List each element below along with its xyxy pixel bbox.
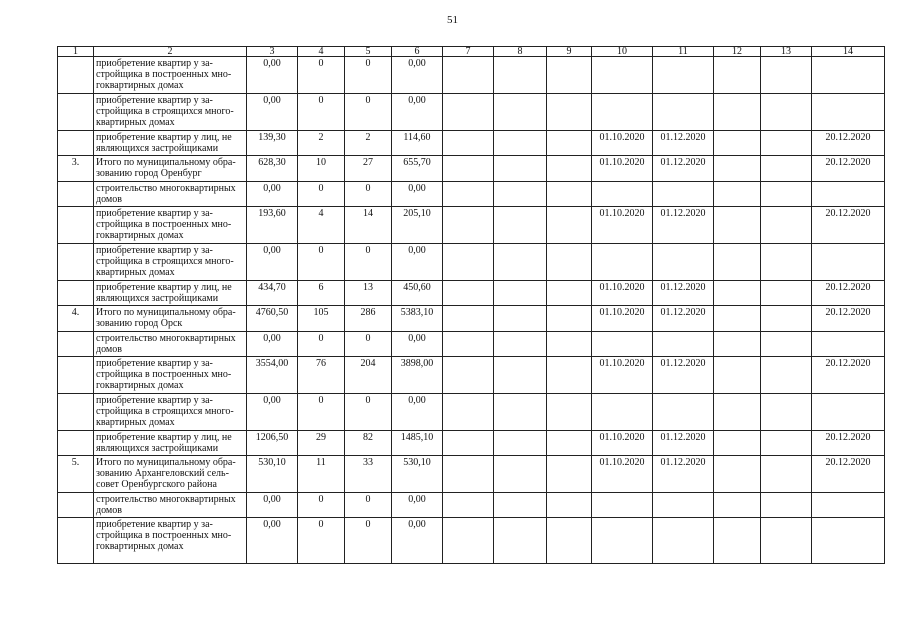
table-cell: 76 bbox=[298, 357, 345, 394]
row-label: приобретение квартир у лиц, не являющихся застройщиками bbox=[94, 131, 247, 156]
table-cell bbox=[592, 182, 653, 207]
table-cell: 4760,50 bbox=[247, 306, 298, 332]
table-cell: 0 bbox=[298, 332, 345, 357]
row-number: 5. bbox=[58, 456, 94, 493]
table-cell: 01.12.2020 bbox=[653, 357, 714, 394]
empty-cell bbox=[547, 156, 592, 182]
table-cell: 0 bbox=[298, 94, 345, 131]
empty-cell bbox=[761, 518, 812, 564]
table-cell: 0 bbox=[345, 518, 392, 564]
empty-cell bbox=[494, 207, 547, 244]
empty-cell bbox=[714, 456, 761, 493]
empty-cell bbox=[443, 306, 494, 332]
table-cell: 0,00 bbox=[392, 493, 443, 518]
table-cell: 01.12.2020 bbox=[653, 156, 714, 182]
empty-cell bbox=[547, 357, 592, 394]
table-row bbox=[58, 332, 885, 357]
table-row bbox=[58, 182, 885, 207]
empty-cell bbox=[714, 94, 761, 131]
table-cell: 11 bbox=[298, 456, 345, 493]
table-cell: 01.10.2020 bbox=[592, 131, 653, 156]
table-cell: 6 bbox=[298, 281, 345, 306]
row-number bbox=[58, 431, 94, 456]
row-number bbox=[58, 394, 94, 431]
row-number bbox=[58, 94, 94, 131]
table-cell bbox=[812, 493, 885, 518]
table-row bbox=[58, 431, 885, 456]
table-cell: 20.12.2020 bbox=[812, 357, 885, 394]
column-header: 6 bbox=[392, 47, 443, 57]
empty-cell bbox=[761, 131, 812, 156]
table-cell: 20.12.2020 bbox=[812, 431, 885, 456]
column-header: 1 bbox=[58, 47, 94, 57]
empty-cell bbox=[443, 332, 494, 357]
table-cell: 0 bbox=[345, 244, 392, 281]
table-cell: 0 bbox=[345, 94, 392, 131]
empty-cell bbox=[761, 156, 812, 182]
table-cell: 114,60 bbox=[392, 131, 443, 156]
table-row bbox=[58, 357, 885, 394]
empty-cell bbox=[714, 131, 761, 156]
table-row bbox=[58, 281, 885, 306]
empty-cell bbox=[714, 182, 761, 207]
table-cell bbox=[812, 244, 885, 281]
column-header: 13 bbox=[761, 47, 812, 57]
table-cell: 434,70 bbox=[247, 281, 298, 306]
table-cell: 29 bbox=[298, 431, 345, 456]
row-number bbox=[58, 493, 94, 518]
table-cell: 0,00 bbox=[392, 332, 443, 357]
empty-cell bbox=[443, 394, 494, 431]
row-label: приобретение квартир у за-стройщика в строящихся много-квартирных домах bbox=[94, 94, 247, 131]
row-label: строительство многоквартирных домов bbox=[94, 332, 247, 357]
empty-cell bbox=[494, 156, 547, 182]
empty-cell bbox=[714, 357, 761, 394]
empty-cell bbox=[761, 94, 812, 131]
table-cell: 20.12.2020 bbox=[812, 207, 885, 244]
empty-cell bbox=[714, 332, 761, 357]
table-cell: 20.12.2020 bbox=[812, 131, 885, 156]
row-number bbox=[58, 244, 94, 281]
column-header: 5 bbox=[345, 47, 392, 57]
table-cell: 205,10 bbox=[392, 207, 443, 244]
empty-cell bbox=[547, 306, 592, 332]
empty-cell bbox=[494, 94, 547, 131]
empty-cell bbox=[547, 94, 592, 131]
table-cell: 33 bbox=[345, 456, 392, 493]
empty-cell bbox=[494, 394, 547, 431]
table-cell bbox=[653, 518, 714, 564]
row-number: 3. bbox=[58, 156, 94, 182]
empty-cell bbox=[494, 131, 547, 156]
table-cell: 0 bbox=[298, 493, 345, 518]
empty-cell bbox=[443, 357, 494, 394]
table-cell: 01.10.2020 bbox=[592, 456, 653, 493]
table-cell bbox=[592, 394, 653, 431]
empty-cell bbox=[494, 57, 547, 94]
table-cell: 3898,00 bbox=[392, 357, 443, 394]
table-cell bbox=[653, 394, 714, 431]
row-label: приобретение квартир у за-стройщика в строящихся много-квартирных домах bbox=[94, 394, 247, 431]
empty-cell bbox=[547, 244, 592, 281]
row-label: Итого по муниципальному обра-зованию город Оренбург bbox=[94, 156, 247, 182]
row-label: приобретение квартир у лиц, не являющихся застройщиками bbox=[94, 431, 247, 456]
empty-cell bbox=[714, 281, 761, 306]
table-cell bbox=[812, 332, 885, 357]
empty-cell bbox=[761, 456, 812, 493]
row-number bbox=[58, 57, 94, 94]
row-number bbox=[58, 332, 94, 357]
table-cell: 0,00 bbox=[247, 394, 298, 431]
table-cell: 01.12.2020 bbox=[653, 306, 714, 332]
table-cell: 0 bbox=[345, 493, 392, 518]
table-cell: 01.10.2020 bbox=[592, 357, 653, 394]
table-cell bbox=[592, 57, 653, 94]
row-label: приобретение квартир у за-стройщика в строящихся много-квартирных домах bbox=[94, 244, 247, 281]
page-number: 51 bbox=[447, 14, 458, 26]
row-number bbox=[58, 281, 94, 306]
empty-cell bbox=[547, 131, 592, 156]
table-cell: 0,00 bbox=[392, 518, 443, 564]
table-cell: 14 bbox=[345, 207, 392, 244]
table-cell bbox=[592, 94, 653, 131]
row-label: строительство многоквартирных домов bbox=[94, 493, 247, 518]
table-cell bbox=[812, 94, 885, 131]
empty-cell bbox=[761, 306, 812, 332]
column-header: 7 bbox=[443, 47, 494, 57]
column-header: 8 bbox=[494, 47, 547, 57]
data-table bbox=[57, 46, 885, 564]
empty-cell bbox=[714, 394, 761, 431]
table-cell: 530,10 bbox=[247, 456, 298, 493]
table-row bbox=[58, 94, 885, 131]
column-header: 12 bbox=[714, 47, 761, 57]
table-cell: 2 bbox=[345, 131, 392, 156]
empty-cell bbox=[443, 281, 494, 306]
table-cell: 0 bbox=[345, 394, 392, 431]
row-number bbox=[58, 131, 94, 156]
empty-cell bbox=[494, 431, 547, 456]
column-header: 9 bbox=[547, 47, 592, 57]
column-header: 4 bbox=[298, 47, 345, 57]
row-label: Итого по муниципальному обра-зованию город Орск bbox=[94, 306, 247, 332]
table-cell: 3554,00 bbox=[247, 357, 298, 394]
table-cell: 27 bbox=[345, 156, 392, 182]
table-cell bbox=[592, 244, 653, 281]
row-label: приобретение квартир у за-стройщика в построенных мно-гоквартирных домах bbox=[94, 357, 247, 394]
table-cell: 0 bbox=[298, 394, 345, 431]
empty-cell bbox=[494, 332, 547, 357]
table-cell: 139,30 bbox=[247, 131, 298, 156]
row-label: приобретение квартир у за-стройщика в построенных мно-гоквартирных домах bbox=[94, 518, 247, 564]
table-cell: 0 bbox=[298, 244, 345, 281]
table-row bbox=[58, 131, 885, 156]
table-cell: 0 bbox=[298, 57, 345, 94]
row-label: приобретение квартир у за-стройщика в построенных мно-гоквартирных домах bbox=[94, 207, 247, 244]
empty-cell bbox=[547, 182, 592, 207]
table-cell: 01.12.2020 bbox=[653, 207, 714, 244]
table-cell bbox=[653, 493, 714, 518]
empty-cell bbox=[547, 207, 592, 244]
table-cell: 530,10 bbox=[392, 456, 443, 493]
empty-cell bbox=[714, 57, 761, 94]
table-cell: 01.12.2020 bbox=[653, 431, 714, 456]
column-header: 10 bbox=[592, 47, 653, 57]
empty-cell bbox=[761, 493, 812, 518]
empty-cell bbox=[547, 431, 592, 456]
table-cell bbox=[653, 244, 714, 281]
column-header: 11 bbox=[653, 47, 714, 57]
empty-cell bbox=[761, 244, 812, 281]
empty-cell bbox=[761, 182, 812, 207]
table-cell: 20.12.2020 bbox=[812, 156, 885, 182]
empty-cell bbox=[714, 518, 761, 564]
empty-cell bbox=[494, 493, 547, 518]
table-cell: 0,00 bbox=[392, 244, 443, 281]
table-cell bbox=[812, 57, 885, 94]
table-cell bbox=[592, 518, 653, 564]
table-cell: 01.10.2020 bbox=[592, 281, 653, 306]
table-cell bbox=[653, 94, 714, 131]
table-cell: 0,00 bbox=[247, 94, 298, 131]
empty-cell bbox=[494, 244, 547, 281]
table-cell: 13 bbox=[345, 281, 392, 306]
table-cell bbox=[812, 394, 885, 431]
empty-cell bbox=[761, 281, 812, 306]
table-cell: 1485,10 bbox=[392, 431, 443, 456]
table-cell: 0,00 bbox=[247, 57, 298, 94]
table-cell bbox=[592, 332, 653, 357]
table-cell: 01.12.2020 bbox=[653, 456, 714, 493]
table-cell: 193,60 bbox=[247, 207, 298, 244]
empty-cell bbox=[443, 518, 494, 564]
table-row bbox=[58, 57, 885, 94]
table-cell: 628,30 bbox=[247, 156, 298, 182]
table-cell bbox=[653, 57, 714, 94]
empty-cell bbox=[494, 357, 547, 394]
table-cell bbox=[653, 182, 714, 207]
column-header: 3 bbox=[247, 47, 298, 57]
empty-cell bbox=[714, 156, 761, 182]
empty-cell bbox=[761, 332, 812, 357]
row-number bbox=[58, 207, 94, 244]
empty-cell bbox=[714, 207, 761, 244]
table-cell bbox=[812, 182, 885, 207]
empty-cell bbox=[547, 394, 592, 431]
table-cell: 655,70 bbox=[392, 156, 443, 182]
empty-cell bbox=[547, 456, 592, 493]
table-cell: 286 bbox=[345, 306, 392, 332]
empty-cell bbox=[443, 57, 494, 94]
table-row bbox=[58, 493, 885, 518]
row-label: приобретение квартир у лиц, не являющихся застройщиками bbox=[94, 281, 247, 306]
table-cell bbox=[592, 493, 653, 518]
empty-cell bbox=[761, 207, 812, 244]
table-cell: 20.12.2020 bbox=[812, 281, 885, 306]
table-cell: 0 bbox=[345, 57, 392, 94]
table-row bbox=[58, 518, 885, 564]
empty-cell bbox=[443, 244, 494, 281]
column-header: 2 bbox=[94, 47, 247, 57]
empty-cell bbox=[547, 332, 592, 357]
empty-cell bbox=[761, 394, 812, 431]
empty-cell bbox=[443, 431, 494, 456]
table-cell: 0 bbox=[345, 182, 392, 207]
table-cell: 2 bbox=[298, 131, 345, 156]
table-row bbox=[58, 244, 885, 281]
table-cell: 0 bbox=[345, 332, 392, 357]
table-body bbox=[58, 57, 885, 564]
table-cell: 0,00 bbox=[247, 518, 298, 564]
empty-cell bbox=[714, 493, 761, 518]
empty-cell bbox=[443, 94, 494, 131]
empty-cell bbox=[761, 431, 812, 456]
table-cell: 0 bbox=[298, 182, 345, 207]
row-label: Итого по муниципальному обра-зованию Архангеловский сель-совет Оренбургского района bbox=[94, 456, 247, 493]
table-cell: 01.10.2020 bbox=[592, 306, 653, 332]
empty-cell bbox=[443, 156, 494, 182]
table-cell: 450,60 bbox=[392, 281, 443, 306]
table-cell bbox=[653, 332, 714, 357]
table-cell: 4 bbox=[298, 207, 345, 244]
empty-cell bbox=[714, 306, 761, 332]
empty-cell bbox=[494, 182, 547, 207]
table-cell: 0 bbox=[298, 518, 345, 564]
empty-cell bbox=[761, 57, 812, 94]
table-cell: 0,00 bbox=[247, 493, 298, 518]
table-cell: 01.10.2020 bbox=[592, 431, 653, 456]
empty-cell bbox=[547, 57, 592, 94]
table-cell: 01.12.2020 bbox=[653, 281, 714, 306]
table-cell: 01.10.2020 bbox=[592, 156, 653, 182]
empty-cell bbox=[547, 518, 592, 564]
empty-cell bbox=[494, 456, 547, 493]
table-cell: 01.12.2020 bbox=[653, 131, 714, 156]
table-cell: 0,00 bbox=[247, 332, 298, 357]
table-cell: 1206,50 bbox=[247, 431, 298, 456]
table-row bbox=[58, 456, 885, 493]
table-row bbox=[58, 156, 885, 182]
table-cell: 0,00 bbox=[392, 57, 443, 94]
table-cell: 0,00 bbox=[247, 244, 298, 281]
table-row bbox=[58, 306, 885, 332]
empty-cell bbox=[443, 456, 494, 493]
empty-cell bbox=[443, 182, 494, 207]
table-cell: 0,00 bbox=[392, 182, 443, 207]
row-number: 4. bbox=[58, 306, 94, 332]
table-cell: 20.12.2020 bbox=[812, 306, 885, 332]
column-header: 14 bbox=[812, 47, 885, 57]
row-number bbox=[58, 357, 94, 394]
header-row bbox=[58, 47, 885, 57]
table-cell: 0,00 bbox=[392, 394, 443, 431]
table-cell bbox=[812, 518, 885, 564]
empty-cell bbox=[494, 281, 547, 306]
empty-cell bbox=[714, 244, 761, 281]
empty-cell bbox=[761, 357, 812, 394]
table-cell: 204 bbox=[345, 357, 392, 394]
row-number bbox=[58, 182, 94, 207]
table-cell: 20.12.2020 bbox=[812, 456, 885, 493]
empty-cell bbox=[443, 493, 494, 518]
empty-cell bbox=[494, 306, 547, 332]
table-cell: 0,00 bbox=[392, 94, 443, 131]
table-cell: 5383,10 bbox=[392, 306, 443, 332]
row-label: приобретение квартир у за-стройщика в построенных мно-гоквартирных домах bbox=[94, 57, 247, 94]
table-row bbox=[58, 394, 885, 431]
row-label: строительство многоквартирных домов bbox=[94, 182, 247, 207]
empty-cell bbox=[547, 493, 592, 518]
row-number bbox=[58, 518, 94, 564]
empty-cell bbox=[443, 207, 494, 244]
table-cell: 0,00 bbox=[247, 182, 298, 207]
table-cell: 105 bbox=[298, 306, 345, 332]
empty-cell bbox=[714, 431, 761, 456]
table-row bbox=[58, 207, 885, 244]
table-cell: 10 bbox=[298, 156, 345, 182]
empty-cell bbox=[547, 281, 592, 306]
table-cell: 82 bbox=[345, 431, 392, 456]
table-cell: 01.10.2020 bbox=[592, 207, 653, 244]
empty-cell bbox=[443, 131, 494, 156]
empty-cell bbox=[494, 518, 547, 564]
